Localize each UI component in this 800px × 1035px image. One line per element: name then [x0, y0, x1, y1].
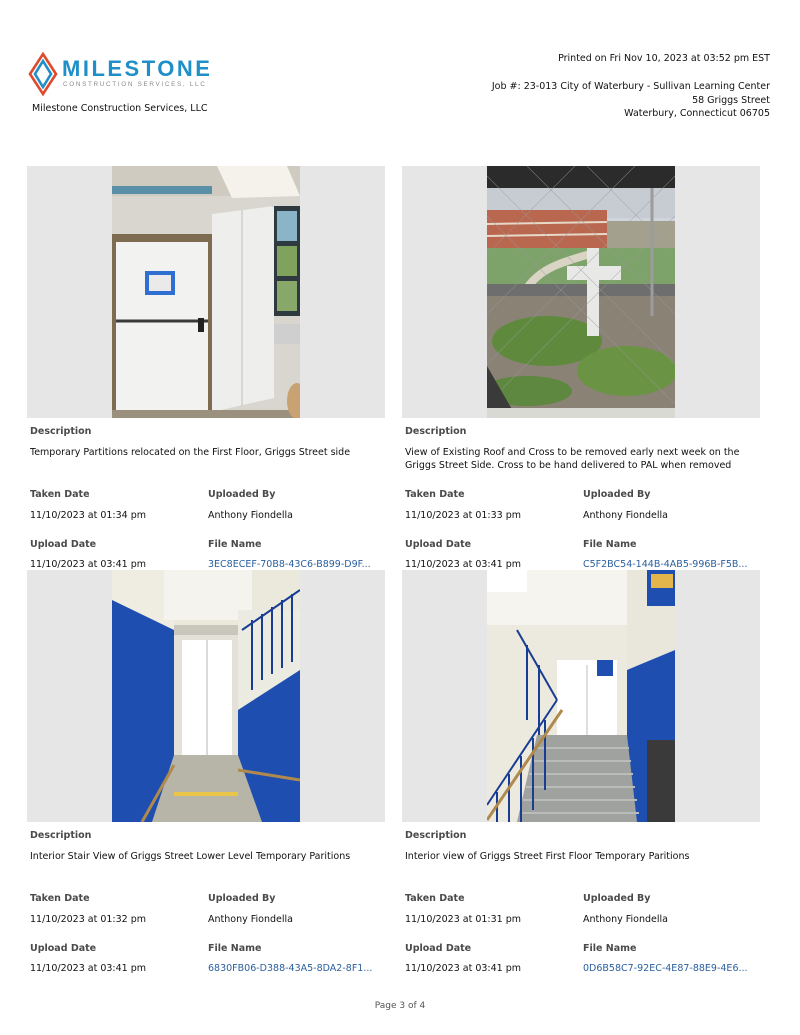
job-address-city: Waterbury, Connecticut 06705: [624, 108, 770, 119]
upload-date-value: 11/10/2023 at 03:41 pm: [30, 559, 147, 570]
company-logo: [28, 50, 228, 98]
uploaded-by-label: Uploaded By: [208, 489, 276, 500]
taken-date-value: 11/10/2023 at 01:34 pm: [30, 510, 147, 521]
file-name-label: File Name: [583, 539, 637, 550]
description-label: Description: [30, 426, 92, 437]
logo-tagline: CONSTRUCTION SERVICES, LLC: [63, 81, 207, 88]
uploaded-by-value: Anthony Fiondella: [583, 914, 668, 925]
uploaded-by-label: Uploaded By: [208, 893, 276, 904]
description-label: Description: [405, 426, 467, 437]
uploaded-by-label: Uploaded By: [583, 893, 651, 904]
taken-date-value: 11/10/2023 at 01:33 pm: [405, 510, 522, 521]
page-header: [0, 0, 800, 150]
photo-temporary-partitions[interactable]: [112, 166, 300, 418]
photo-lower-level-stair[interactable]: [112, 570, 300, 822]
upload-date-label: Upload Date: [405, 943, 472, 954]
uploaded-by-label: Uploaded By: [583, 489, 651, 500]
description-text: Interior Stair View of Griggs Street Lower Level Temporary Paritions: [30, 851, 351, 862]
taken-date-label: Taken Date: [405, 893, 465, 904]
job-number: Job #: 23-013 City of Waterbury - Sullivan Learning Center: [491, 81, 770, 92]
photo-card: [27, 570, 385, 974]
photo-card: [402, 166, 760, 570]
file-name-label: File Name: [208, 539, 262, 550]
uploaded-by-value: Anthony Fiondella: [208, 510, 293, 521]
taken-date-value: 11/10/2023 at 01:31 pm: [405, 914, 522, 925]
photo-first-floor-stair[interactable]: [487, 570, 675, 822]
file-name-link[interactable]: 3EC8ECEF-70B8-43C6-B899-D9F...: [208, 559, 371, 570]
photo-frame: [27, 570, 385, 822]
photo-frame: [402, 166, 760, 418]
file-name-link[interactable]: C5F2BC54-144B-4AB5-996B-F5B...: [583, 559, 748, 570]
logo-wordmark: MILESTONE: [62, 56, 213, 81]
taken-date-label: Taken Date: [30, 489, 90, 500]
upload-date-label: Upload Date: [30, 539, 97, 550]
description-text: Temporary Partitions relocated on the First Floor, Griggs Street side: [30, 447, 351, 458]
milestone-diamond-icon: [28, 52, 58, 96]
description-text: Interior view of Griggs Street First Floor Temporary Paritions: [405, 851, 690, 862]
taken-date-label: Taken Date: [30, 893, 90, 904]
upload-date-label: Upload Date: [405, 539, 472, 550]
file-name-link[interactable]: 6830FB06-D388-43A5-8DA2-8F1...: [208, 963, 373, 974]
photo-roof-and-cross[interactable]: [487, 166, 675, 418]
file-name-label: File Name: [208, 943, 262, 954]
upload-date-value: 11/10/2023 at 03:41 pm: [30, 963, 147, 974]
uploaded-by-value: Anthony Fiondella: [583, 510, 668, 521]
job-address-street: 58 Griggs Street: [692, 94, 770, 106]
photo-frame: [27, 166, 385, 418]
taken-date-label: Taken Date: [405, 489, 465, 500]
description-text: View of Existing Roof and Cross to be removed early next week on the Griggs Street Side. Cross to be hand delivered to PAL when removed: [405, 447, 740, 471]
file-name-link[interactable]: 0D6B58C7-92EC-4E87-88E9-4E6...: [583, 963, 748, 974]
upload-date-label: Upload Date: [30, 943, 97, 954]
photo-frame: [402, 570, 760, 822]
file-name-label: File Name: [583, 943, 637, 954]
upload-date-value: 11/10/2023 at 03:41 pm: [405, 963, 522, 974]
printed-timestamp: Printed on Fri Nov 10, 2023 at 03:52 pm EST: [558, 53, 770, 64]
uploaded-by-value: Anthony Fiondella: [208, 914, 293, 925]
photo-card: [402, 570, 760, 974]
taken-date-value: 11/10/2023 at 01:32 pm: [30, 914, 147, 925]
description-label: Description: [405, 830, 467, 841]
page-number: Page 3 of 4: [374, 1001, 426, 1011]
description-label: Description: [30, 830, 92, 841]
job-info: [492, 80, 770, 121]
photo-card: [27, 166, 385, 570]
upload-date-value: 11/10/2023 at 03:41 pm: [405, 559, 522, 570]
company-name: Milestone Construction Services, LLC: [32, 103, 208, 114]
